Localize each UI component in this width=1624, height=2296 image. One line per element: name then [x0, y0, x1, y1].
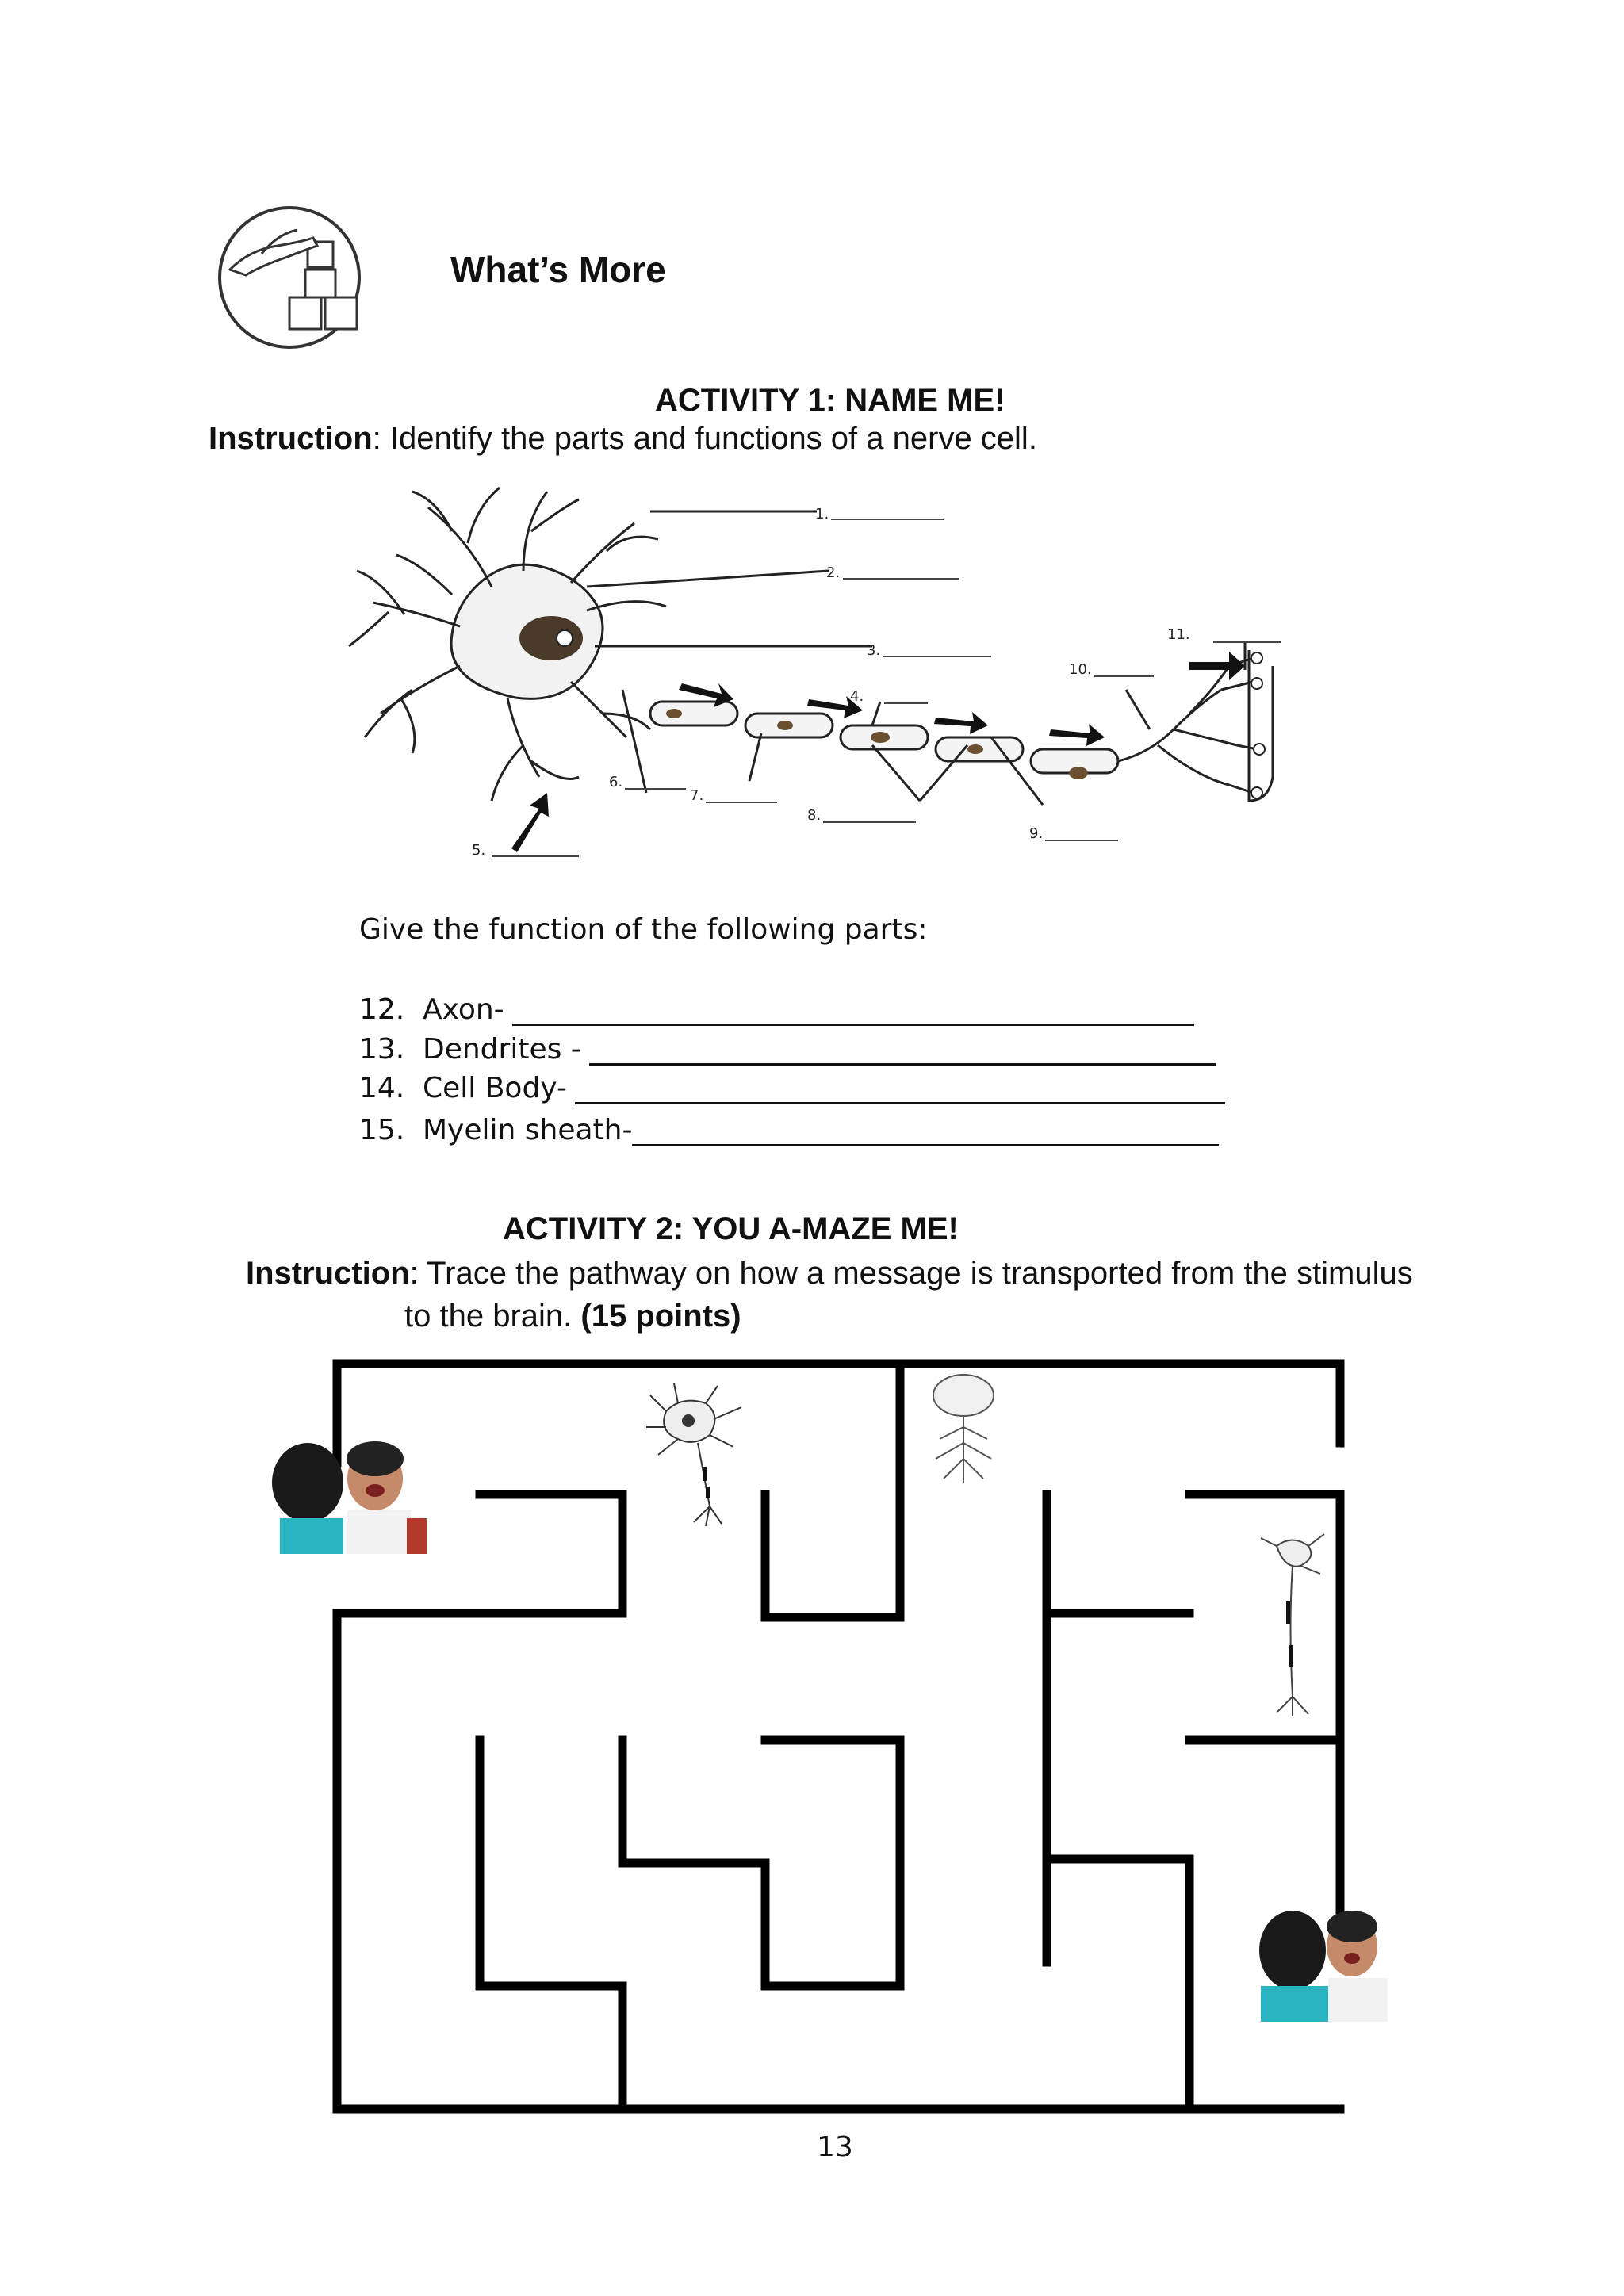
- answer-field[interactable]: [589, 1036, 1216, 1066]
- neuron-diagram: [333, 476, 1316, 872]
- diagram-label-3: 3.: [867, 642, 881, 659]
- diagram-label-4: 4.: [850, 688, 864, 705]
- instruction-text: : Identify the parts and functions of a nerve cell.: [372, 421, 1037, 456]
- page-number: 13: [817, 2131, 853, 2164]
- neuron-icon: [642, 1380, 753, 1530]
- maze[interactable]: [317, 1348, 1388, 2133]
- answer-field[interactable]: [632, 1117, 1219, 1146]
- diagram-label-6: 6.: [609, 774, 623, 790]
- question-12: [359, 993, 1194, 1026]
- diagram-label-7: 7.: [690, 787, 704, 804]
- diagram-label-11: 11.: [1167, 626, 1190, 643]
- activity1-title: ACTIVITY 1: NAME ME!: [655, 383, 1005, 418]
- activity1-instruction: [209, 421, 1037, 457]
- instruction-label: Instruction: [209, 421, 373, 456]
- question-label: Dendrites -: [423, 1033, 581, 1066]
- question-15: [359, 1114, 1219, 1146]
- children-photo-start: [264, 1435, 431, 1554]
- question-number: 12.: [359, 993, 405, 1026]
- diagram-label-9: 9.: [1029, 825, 1044, 842]
- section-icon: [214, 202, 365, 353]
- diagram-label-8: 8.: [807, 807, 822, 824]
- function-prompt: Give the function of the following parts:: [359, 913, 928, 946]
- points-label: (15 points): [580, 1299, 741, 1334]
- instruction-text: : Trace the pathway on how a message is transported from the stimulus: [409, 1256, 1413, 1291]
- question-label: Cell Body-: [423, 1072, 567, 1104]
- answer-field[interactable]: [575, 1075, 1225, 1104]
- instruction-text-2: to the brain.: [404, 1299, 573, 1334]
- diagram-label-1: 1.: [815, 506, 829, 522]
- instruction-label: Instruction: [246, 1256, 410, 1291]
- children-photo-end: [1253, 1903, 1396, 2022]
- activity2-instruction-cont: [404, 1299, 741, 1334]
- activity2-instruction: [246, 1256, 1413, 1292]
- question-number: 15.: [359, 1114, 405, 1146]
- question-label: Myelin sheath-: [423, 1114, 633, 1146]
- answer-field[interactable]: [512, 997, 1194, 1026]
- question-label: Axon-: [423, 993, 504, 1026]
- activity2-title: ACTIVITY 2: YOU A-MAZE ME!: [503, 1211, 959, 1246]
- diagram-label-2: 2.: [826, 564, 841, 581]
- diagram-label-5: 5.: [472, 842, 486, 859]
- question-14: [359, 1072, 1225, 1104]
- question-13: [359, 1033, 1216, 1066]
- diagram-label-10: 10.: [1069, 661, 1092, 678]
- brain-spinal-cord-icon: [920, 1372, 1007, 1490]
- question-number: 13.: [359, 1033, 405, 1066]
- question-number: 14.: [359, 1072, 405, 1104]
- neuron-icon-right: [1245, 1530, 1332, 1720]
- section-title: What’s More: [450, 249, 666, 290]
